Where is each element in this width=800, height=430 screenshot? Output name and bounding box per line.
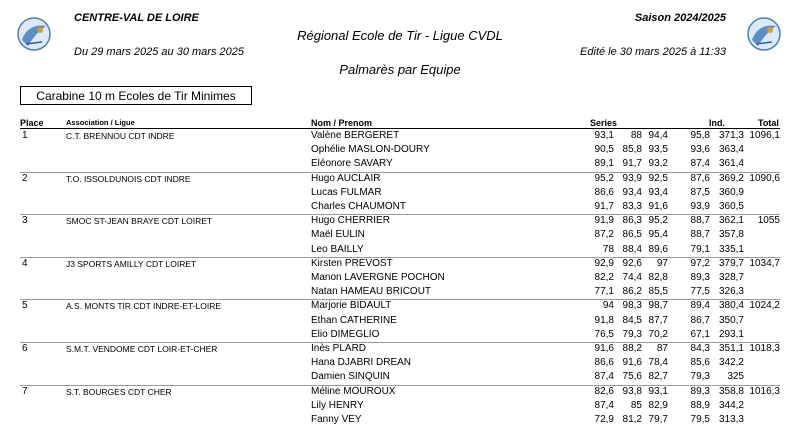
col-total: Total [758, 118, 779, 128]
shooter-name: Eléonore SAVARY [311, 158, 393, 170]
series-score: 87,7 [648, 314, 668, 326]
series-score: 85 [630, 399, 642, 411]
individual-total: 344,2 [718, 399, 744, 411]
series-score: 93,2 [648, 158, 668, 170]
series-score: 72,9 [594, 414, 614, 425]
series-score: 88,7 [690, 215, 710, 227]
individual-total: 360,9 [718, 186, 744, 198]
table-row [0, 342, 800, 356]
shooter-name: Lily HENRY [311, 399, 364, 411]
series-score: 93,1 [648, 385, 668, 397]
individual-total: 328,7 [718, 272, 744, 283]
series-score: 87,4 [690, 158, 710, 170]
series-score: 87,4 [594, 399, 614, 411]
series-score: 90,5 [594, 144, 614, 156]
series-score: 82,7 [648, 371, 668, 383]
series-score: 89,4 [690, 300, 710, 312]
table-row [0, 157, 800, 171]
table-row [0, 356, 800, 370]
col-series: Series [590, 118, 618, 128]
series-score: 86,5 [622, 229, 642, 241]
shooter-name: Hugo AUCLAIR [311, 172, 381, 184]
series-score: 93,9 [690, 201, 710, 212]
series-score: 77,1 [594, 286, 614, 298]
individual-total: 335,1 [718, 243, 744, 255]
table-row [0, 399, 800, 413]
team-club: S.T. BOURGES CDT CHER [66, 386, 172, 397]
series-score: 95,2 [594, 172, 614, 184]
series-score: 79,5 [690, 414, 710, 425]
team-total: 1055 [757, 215, 780, 227]
series-score: 88,9 [690, 399, 710, 411]
series-score: 86,6 [594, 186, 614, 198]
shooter-name: Ophélie MASLON-DOURY [311, 144, 430, 156]
series-score: 97 [656, 257, 668, 269]
shooter-name: Valène BERGERET [311, 130, 400, 141]
individual-total: 358,8 [718, 385, 744, 397]
series-score: 91,6 [622, 357, 642, 369]
team-total: 1096,1 [749, 130, 780, 141]
table-row [0, 200, 800, 214]
series-score: 79,3 [622, 328, 642, 340]
shooter-name: Marjorie BIDAULT [311, 300, 392, 312]
shooter-name: Kirsten PREVOST [311, 257, 393, 269]
series-score: 67,1 [690, 328, 710, 340]
individual-total: 360,5 [718, 201, 744, 212]
table-row [0, 143, 800, 157]
series-score: 89,3 [690, 385, 710, 397]
individual-total: 362,1 [718, 215, 744, 227]
series-score: 79,1 [690, 243, 710, 255]
series-score: 79,7 [648, 414, 668, 425]
col-ind: Ind. [709, 118, 725, 128]
series-score: 84,5 [622, 314, 642, 326]
team-total: 1024,2 [749, 300, 780, 312]
series-score: 94,4 [648, 130, 668, 141]
table-row [0, 243, 800, 257]
table-row [0, 285, 800, 299]
series-score: 82,2 [594, 272, 614, 283]
series-score: 77,5 [690, 286, 710, 298]
series-score: 86,2 [622, 286, 642, 298]
series-score: 93,8 [622, 385, 642, 397]
table-row [0, 413, 800, 427]
series-score: 86,6 [594, 357, 614, 369]
team-total: 1034,7 [749, 257, 780, 269]
series-score: 82,6 [594, 385, 614, 397]
individual-total: 325 [727, 371, 744, 383]
series-score: 93,6 [690, 144, 710, 156]
series-score: 95,8 [690, 130, 710, 141]
individual-total: 371,3 [718, 130, 744, 141]
series-score: 93,5 [648, 144, 668, 156]
date-range: Du 29 mars 2025 au 30 mars 2025 [74, 46, 244, 58]
team-club: J3 SPORTS AMILLY CDT LOIRET [66, 258, 197, 269]
table-row [0, 328, 800, 342]
table-row [0, 129, 800, 143]
team-total: 1016,3 [749, 385, 780, 397]
series-score: 85,8 [622, 144, 642, 156]
team-place: 2 [22, 172, 28, 184]
series-score: 70,2 [648, 328, 668, 340]
series-score: 95,2 [648, 215, 668, 227]
series-score: 95,4 [648, 229, 668, 241]
series-score: 78 [602, 243, 614, 255]
table-row [0, 172, 800, 186]
series-score: 89,6 [648, 243, 668, 255]
page-subtitle: Palmarès par Equipe [339, 62, 461, 77]
series-score: 94 [602, 300, 614, 312]
team-club: S.M.T. VENDOME CDT LOIR-ET-CHER [66, 344, 218, 354]
series-score: 87 [656, 343, 668, 354]
series-score: 87,4 [594, 371, 614, 383]
team-total: 1090,6 [749, 172, 780, 184]
shooter-name: Hana DJABRI DREAN [311, 357, 412, 369]
individual-total: 313,3 [718, 414, 744, 425]
series-score: 92,9 [594, 257, 614, 269]
table-row [0, 228, 800, 242]
series-score: 76,5 [594, 328, 614, 340]
table-row [0, 299, 800, 313]
series-score: 88,7 [690, 229, 710, 241]
team-club: C.T. BRENNOU CDT INDRE [66, 131, 175, 141]
team-total: 1018,3 [749, 343, 780, 354]
series-score: 98,7 [648, 300, 668, 312]
team-club: SMOC ST-JEAN BRAYE CDT LOIRET [66, 216, 213, 227]
series-score: 75,6 [622, 371, 642, 383]
shooter-name: Elio DIMEGLIO [311, 328, 380, 340]
individual-total: 380,4 [718, 300, 744, 312]
shooter-name: Maël EULIN [311, 229, 365, 241]
series-score: 92,5 [648, 172, 668, 184]
series-score: 79,3 [690, 371, 710, 383]
competition-title: Régional Ecole de Tir - Ligue CVDL [297, 28, 503, 43]
series-score: 93,9 [622, 172, 642, 184]
series-score: 88,2 [622, 343, 642, 354]
individual-total: 350,7 [718, 314, 744, 326]
individual-total: 363,4 [718, 144, 744, 156]
shooter-name: Damien SINQUIN [311, 371, 390, 383]
table-row [0, 214, 800, 228]
series-score: 87,5 [690, 186, 710, 198]
series-score: 92,6 [622, 257, 642, 269]
series-score: 91,6 [594, 343, 614, 354]
individual-total: 361,4 [718, 158, 744, 170]
team-club: A.S. MONTS TIR CDT INDRE-ET-LOIRE [66, 301, 222, 312]
team-place: 7 [22, 385, 28, 397]
table-row [0, 257, 800, 271]
series-score: 74,4 [622, 272, 642, 283]
series-score: 82,8 [648, 272, 668, 283]
season-label: Saison 2024/2025 [634, 12, 726, 24]
series-score: 88 [630, 130, 642, 141]
table-row [0, 271, 800, 285]
shooter-name: Inès PLARD [311, 343, 367, 354]
series-score: 91,8 [594, 314, 614, 326]
team-place: 1 [22, 130, 28, 141]
edited-date: Edité le 30 mars 2025 à 11:33 [580, 46, 726, 58]
col-association: Association / Ligue [66, 118, 135, 127]
series-score: 81,2 [622, 414, 642, 425]
series-score: 93,4 [648, 186, 668, 198]
individual-total: 369,2 [718, 172, 744, 184]
table-row [0, 314, 800, 328]
series-score: 91,7 [594, 201, 614, 212]
table-row [0, 370, 800, 384]
shooter-name: Lucas FULMAR [311, 186, 382, 198]
series-score: 91,7 [622, 158, 642, 170]
shooter-name: Natan HAMEAU BRICOUT [311, 286, 432, 298]
series-score: 85,5 [648, 286, 668, 298]
team-club: T.O. ISSOLDUNOIS CDT INDRE [66, 173, 191, 184]
table-row [0, 186, 800, 200]
series-score: 78,4 [648, 357, 668, 369]
series-score: 97,2 [690, 257, 710, 269]
individual-total: 342,2 [718, 357, 744, 369]
individual-total: 351,1 [718, 343, 744, 354]
individual-total: 293,1 [718, 328, 744, 340]
series-score: 93,4 [622, 186, 642, 198]
individual-total: 326,3 [718, 286, 744, 298]
col-place: Place [20, 118, 44, 128]
series-score: 91,6 [648, 201, 668, 212]
shooter-name: Ethan CATHERINE [311, 314, 397, 326]
individual-total: 379,7 [718, 257, 744, 269]
series-score: 93,1 [594, 130, 614, 141]
series-score: 88,4 [622, 243, 642, 255]
team-place: 3 [22, 215, 28, 227]
shooter-name: Charles CHAUMONT [311, 201, 407, 212]
series-score: 82,9 [648, 399, 668, 411]
team-place: 6 [22, 343, 28, 354]
series-score: 89,1 [594, 158, 614, 170]
table-row [0, 385, 800, 399]
shooter-name: Méline MOUROUX [311, 385, 396, 397]
series-score: 83,3 [622, 201, 642, 212]
series-score: 85,6 [690, 357, 710, 369]
series-score: 86,7 [690, 314, 710, 326]
individual-total: 357,8 [718, 229, 744, 241]
series-score: 84,3 [690, 343, 710, 354]
shooter-name: Hugo CHERRIER [311, 215, 390, 227]
series-score: 98,3 [622, 300, 642, 312]
team-place: 4 [22, 257, 28, 269]
shooter-name: Fanny VEY [311, 414, 362, 425]
shooter-name: Manon LAVERGNE POCHON [311, 272, 445, 283]
series-score: 86,3 [622, 215, 642, 227]
series-score: 91,9 [594, 215, 614, 227]
series-score: 87,6 [690, 172, 710, 184]
series-score: 87,2 [594, 229, 614, 241]
col-name: Nom / Prenom [311, 118, 373, 128]
event-title: Carabine 10 m Ecoles de Tir Minimes [20, 86, 252, 105]
series-score: 89,3 [690, 272, 710, 283]
shooter-name: Leo BAILLY [311, 243, 364, 255]
region-name: CENTRE-VAL DE LOIRE [74, 12, 199, 24]
team-place: 5 [22, 300, 28, 312]
